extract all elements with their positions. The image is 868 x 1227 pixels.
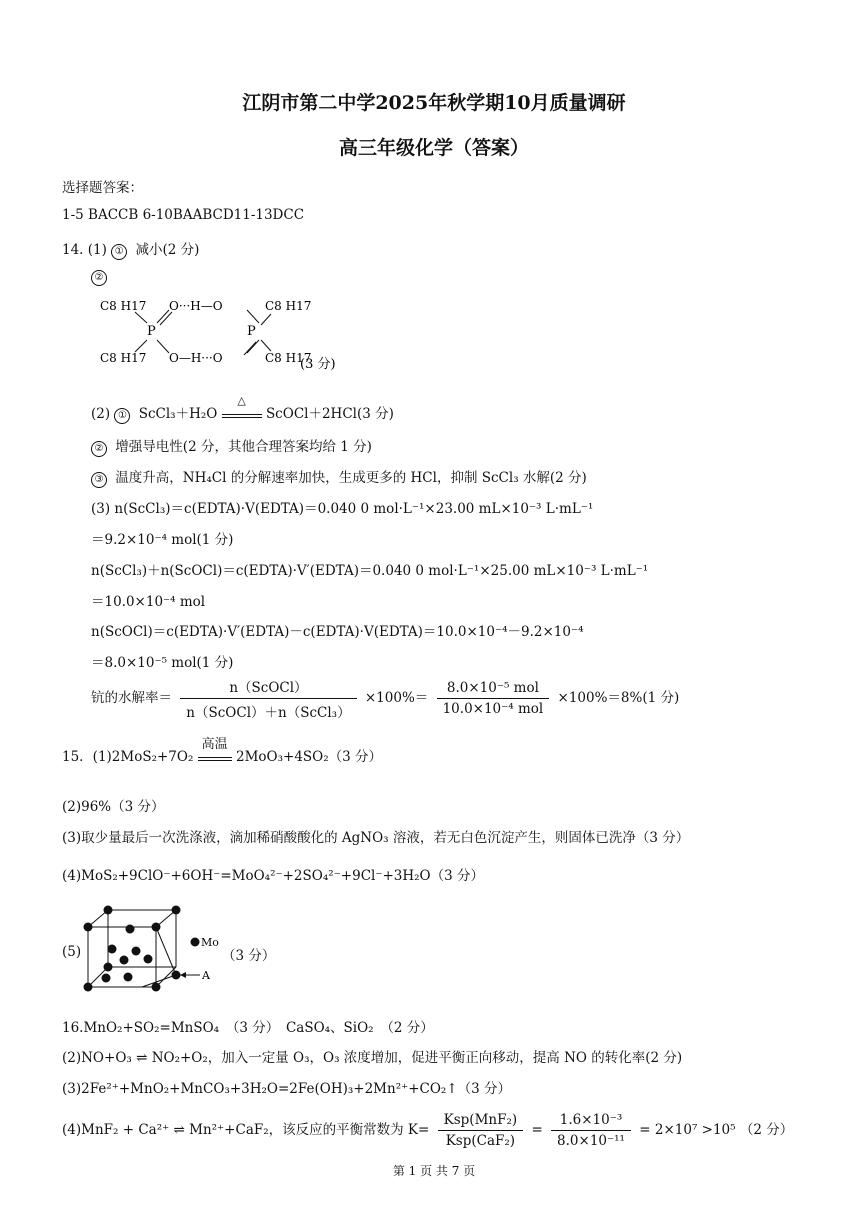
q14-p2-answer2: 增强导电性(2 分，其他合理答案均给 1 分) [115, 439, 372, 455]
q14-p2-circle2: ② [91, 441, 107, 457]
arrow-head [180, 972, 186, 978]
q14-p2-prefix: (2) [91, 406, 111, 422]
mc-label: 选择题答案： [62, 180, 143, 196]
cell-diagonal [156, 927, 176, 975]
equal-arrow [222, 414, 262, 418]
legend-mo-dot [191, 938, 200, 947]
q14-p2-circle1: ① [114, 408, 130, 424]
q14-part2-3 [91, 466, 587, 488]
q16-l4-eq: = [531, 1122, 543, 1138]
struct-group-1: C8 H17 [100, 299, 147, 313]
legend-mo-label: Mo [201, 936, 219, 949]
q16-l4-left: (4)MnF₂ + Ca²⁺ ⇌ Mn²⁺+CaF₂，该反应的平衡常数为 K= [62, 1122, 430, 1138]
crystal-unit-cell [80, 903, 220, 995]
hydrolysis-rate-label: 钪的水解率＝ [91, 690, 172, 706]
q16-line1: 16.MnO₂+SO₂=MnSO₄ （3 分） CaSO₄、SiO₂ （2 分） [62, 1020, 434, 1036]
page-subtitle: 高三年级化学（答案） [338, 137, 529, 159]
hydrolysis-end: ×100%＝8%(1 分) [557, 690, 680, 706]
mo-atom [152, 923, 161, 932]
struct-p-left: P [147, 324, 156, 339]
q14-p3-line4: ＝10.0×10⁻⁴ mol [91, 594, 206, 610]
page-footer: 第 1 页 共 7 页 [392, 1164, 476, 1178]
value-numerator: 1.6×10⁻³ [551, 1112, 631, 1131]
mc-answers: 1-5 BACCB 6-10BAABCD11-13DCC [62, 207, 305, 223]
struct-oh-top: O···H—O [169, 299, 223, 313]
q15-line2: (2)96%（3 分） [62, 799, 165, 815]
equal-arrow [198, 757, 232, 761]
bond [247, 340, 259, 353]
value-fraction [551, 1112, 631, 1149]
mo-atom [108, 945, 117, 954]
q14-p2-answer1-right: ScOCl＋2HCl(3 分) [265, 406, 394, 422]
fraction-2-numerator: 8.0×10⁻⁵ mol [437, 680, 550, 699]
mo-atom [144, 955, 153, 964]
high-temp-condition [198, 737, 232, 761]
bond [135, 312, 147, 323]
mo-atom [126, 925, 135, 934]
heat-symbol: △ [237, 394, 246, 407]
bond [244, 342, 256, 355]
q16-l4-end: = 2×10⁷ >10⁵ （2 分） [639, 1122, 794, 1138]
q15-part5-score: （3 分） [222, 948, 276, 964]
q14-p1-circle2: ② [91, 270, 107, 286]
mo-atom [172, 906, 181, 915]
hydrolysis-mid: ×100%＝ [364, 690, 429, 706]
struct-group-3: C8 H17 [265, 299, 312, 313]
q14-part1 [62, 238, 199, 260]
reaction-condition [222, 394, 262, 418]
q16-line4 [62, 1112, 793, 1149]
hydrolysis-fraction-1 [180, 676, 356, 721]
hydrolysis-fraction-2 [437, 680, 550, 717]
q14-p1-circle1: ① [111, 244, 127, 260]
fraction-1-numerator: n（ScOCl） [180, 676, 356, 699]
q14-p1-answer1: 减小(2 分) [135, 242, 200, 258]
mo-atom [84, 983, 93, 992]
q14-p3-line5: n(ScOCl)＝c(EDTA)·V′(EDTA)－c(EDTA)·V(EDTA)＝10.0×10⁻⁴－9.2×10⁻⁴ [91, 624, 584, 640]
bond [247, 310, 259, 323]
mo-atom [102, 974, 111, 983]
q14-p2-circle3: ③ [91, 472, 107, 488]
q14-p2-answer1-left: ScCl₃＋H₂O [138, 406, 218, 422]
q14-p3-line6: ＝8.0×10⁻⁵ mol(1 分) [91, 655, 234, 671]
q14-p2-answer3: 温度升高，NH₄Cl 的分解速率加快，生成更多的 HCl，抑制 ScCl₃ 水解(2 分) [115, 470, 587, 486]
bond [157, 340, 169, 353]
mo-atom [104, 906, 113, 915]
q14-p1-prefix: 14. (1) [62, 242, 107, 258]
mo-atom [84, 923, 93, 932]
ksp-fraction [438, 1112, 524, 1149]
mo-atom [120, 956, 129, 965]
atom-a [172, 971, 181, 980]
hydrolysis-rate-line [91, 676, 679, 721]
ksp-numerator: Ksp(MnF₂) [438, 1112, 524, 1131]
bond [261, 314, 271, 325]
struct-score: (3 分) [300, 357, 336, 372]
q16-line3: (3)2Fe²⁺+MnO₂+MnCO₃+3H₂O=2Fe(OH)₃+2Mn²⁺+CO₂↑（3 分） [62, 1081, 512, 1097]
high-temp-label: 高温 [201, 737, 228, 752]
bond [261, 340, 271, 351]
q16-line2: (2)NO+O₃ ⇌ NO₂+O₂，加入一定量 O₃，O₃ 浓度增加，促进平衡正向移动，提高 NO 的转化率(2 分) [62, 1050, 683, 1066]
ksp-denominator: Ksp(CaF₂) [445, 1133, 516, 1149]
q14-p3-line1: (3) n(ScCl₃)＝c(EDTA)·V(EDTA)＝0.040 0 mol·L⁻¹×23.00 mL×10⁻³ L·mL⁻¹ [91, 501, 594, 517]
mo-atom [152, 983, 161, 992]
mo-atom [132, 947, 141, 956]
q14-p3-line3: n(ScCl₃)＋n(ScOCl)＝c(EDTA)·V′(EDTA)＝0.040 0 mol·L⁻¹×25.00 mL×10⁻³ L·mL⁻¹ [91, 563, 649, 579]
dimer-structure [95, 290, 355, 380]
fraction-1-denominator: n（ScOCl）＋n（ScCl₃） [186, 705, 351, 721]
q15-part5-label: (5) [62, 944, 82, 960]
label-a: A [202, 969, 210, 982]
mo-atom [124, 973, 133, 982]
struct-group-2: C8 H17 [100, 351, 147, 365]
struct-p-right: P [247, 324, 256, 339]
struct-group-4: C8 H17 [265, 351, 312, 365]
fraction-2-denominator: 10.0×10⁻⁴ mol [442, 701, 544, 717]
q14-part2-2 [91, 435, 372, 457]
q15-line1 [62, 737, 383, 765]
mo-atom [104, 963, 113, 972]
q15-line3: (3)取少量最后一次洗涤液，滴加稀硝酸酸化的 AgNO₃ 溶液，若无白色沉淀产生，则固体已洗净（3 分） [62, 830, 690, 846]
q14-part2-1 [91, 394, 394, 424]
struct-oh-bottom: O—H···O [169, 351, 223, 365]
q15-l1-left: 15．(1)2MoS₂+7O₂ [62, 749, 194, 765]
q14-p1-circle2-line [91, 268, 111, 286]
q14-p3-line2: ＝9.2×10⁻⁴ mol(1 分) [91, 532, 234, 548]
page-title: 江阴市第二中学2025年秋学期10月质量调研 [242, 92, 626, 114]
q15-l1-right: 2MoO₃+4SO₂（3 分） [235, 749, 383, 765]
value-denominator: 8.0×10⁻¹¹ [557, 1133, 625, 1149]
q15-line4: (4)MoS₂+9ClO⁻+6OH⁻=MoO₄²⁻+2SO₄²⁻+9Cl⁻+3H₂O（3 分） [62, 868, 484, 884]
